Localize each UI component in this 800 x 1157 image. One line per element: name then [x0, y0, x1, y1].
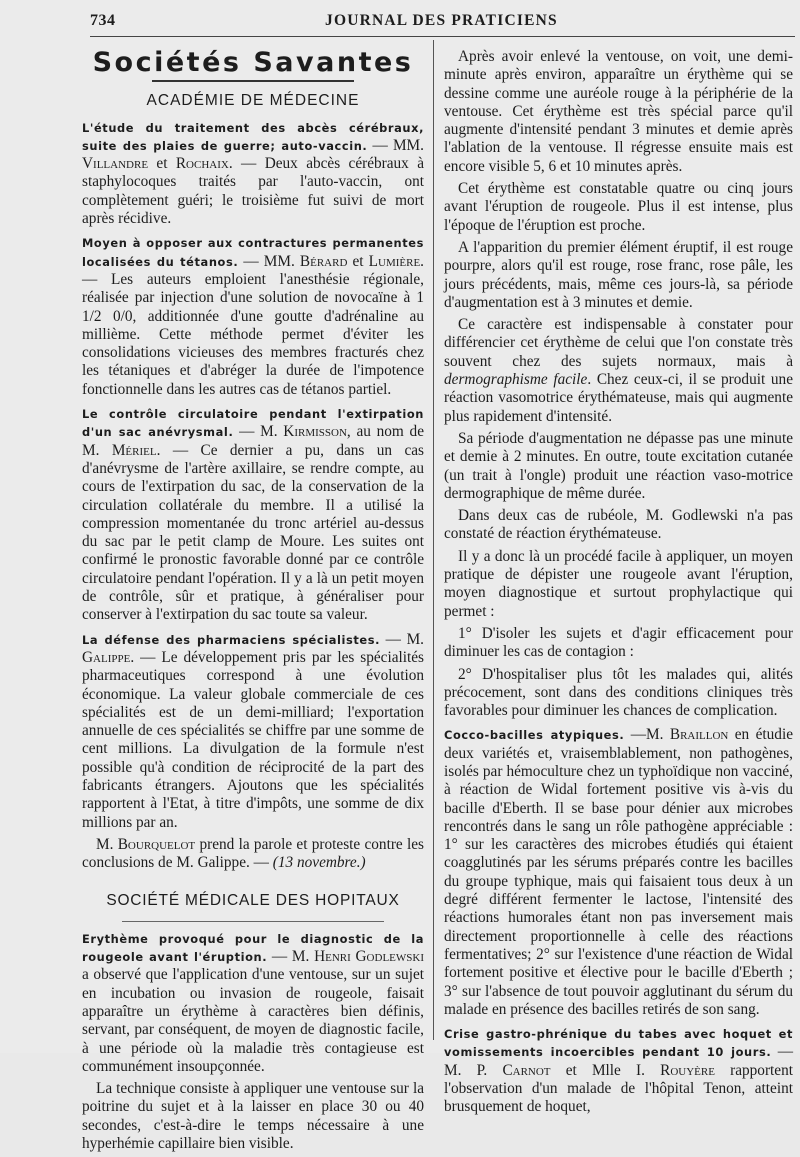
text: . Chez ceux-ci, il se produit une réaction vasomotrice érythémateuse, mais qui augmente plus rapidement d'intensité.: [444, 371, 793, 425]
paragraph: Dans deux cas de rubéole, M. Godlewski n'a pas constaté de réaction érythémateuse.: [444, 507, 793, 543]
paragraph: Après avoir enlevé la ventouse, on voit, une demi-minute après environ, apparaître un érythème qui se dessine comme une auréole rouge à la périphérie de la ventouse. Cet érythème est très spécial parce qu'il augmente d'intensité pendant 3 minutes et demie après l'ablation de la ventouse. Il régresse ensuite mais est encore visible 5, 6 et 10 minutes après.: [444, 48, 793, 175]
author-name: Galippe: [82, 648, 131, 666]
author-name: Lumière: [368, 252, 421, 270]
author-name: Rochaix: [175, 155, 229, 173]
paragraph: [444, 316, 793, 426]
article-pharmaciens: [82, 631, 424, 832]
author-name: Bourquelot: [117, 835, 196, 853]
section-banner: Sociétés Savantes: [92, 47, 414, 78]
paragraph: Cet érythème est constatable quatre ou cinq jours avant l'éruption de rougeole. Plus il est intense, plus l'époque de l'éruption est proche.: [444, 180, 793, 234]
text: — MM.: [367, 136, 424, 154]
article-title: Moyen à opposer aux contractures permanentes localisées du tétanos.: [82, 236, 424, 269]
article-body: en étudie deux variétés et, vraisemblablement, non pathogènes, isolés par hémoculture chez un typhoïdique non vacciné, à réaction de Widal fortement positive vis à-vis du bacille d'Eberth. Il se base pour dénier aux microbes rencontrés dans le sang un rôle pathogène appréciable : 1° sur les caractères des microbes étudiés qui étaient coagglutinés par les sérums préparés contre les bacilles du groupe typhique, mais qui faisaient tous deux à un degré différent fermenter le lactose, l'intensité des réactions humorales étant non pas inversement mais directement proportionnelle à celle des réactions fermentatives; 2° sur l'existence d'une réaction de Widal fortement positive et élective pour le bacille d'Eberth ; 3° sur l'absence de tout pouvoir agglutinant du sérum du malade en présence des bacilles retirés de son sang.: [444, 726, 793, 1018]
article-body: . — Deux abcès cérébraux à staphylocoques traités par l'auto-vaccin, ont complètement guéri; le troisième fut suivi de mort après récidive.: [82, 155, 424, 228]
text: et Mlle I.: [550, 1061, 661, 1079]
author-name: Carnot: [502, 1061, 551, 1079]
left-column: [82, 48, 424, 1157]
text: — M.: [233, 423, 284, 441]
article-abces-cerebraux: [82, 119, 424, 229]
article-title: L'étude du traitement des abcès cérébraux, suite des plaies de guerre; auto-vaccin.: [82, 120, 424, 153]
article-body: prend la parole et proteste contre les conclusions de M. Galippe. —: [82, 835, 424, 872]
author-name: Kirmisson: [283, 423, 347, 441]
text: M.: [96, 835, 118, 853]
author-name: Bérard: [299, 252, 348, 270]
author-name: Mériel: [111, 441, 157, 459]
text: — MM.: [238, 252, 300, 270]
article-body: rapportent l'observation d'un malade de l'hôpital Tenon, atteint brusquement de hoquet,: [444, 1061, 793, 1116]
article-title: Le contrôle circulatoire pendant l'extirpation d'un sac anévrysmal.: [82, 407, 424, 440]
author-name: Villandre: [82, 155, 149, 173]
author-name: Rouyère: [660, 1061, 715, 1079]
paragraph: Il y a donc là un procédé facile à appliquer, un moyen pratique de dépister une rougeole avant l'éruption, moyen diagnostique et surtout prophylactique qui permet :: [444, 547, 793, 620]
article-title: Erythème provoqué pour le diagnostic de la rougeole avant l'éruption.: [82, 931, 424, 965]
academy-heading: ACADÉMIE DE MÉDECINE: [146, 92, 360, 110]
right-column: [444, 48, 793, 1121]
session-date: (13 novembre.): [272, 854, 366, 872]
italic-term: dermographisme facile: [444, 371, 588, 389]
running-head: [90, 12, 790, 36]
journal-title: JOURNAL DES PRATICIENS: [325, 12, 558, 29]
page-number: 734: [90, 12, 116, 29]
author-name: Braillon: [669, 726, 729, 744]
paragraph: La technique consiste à appliquer une ventouse sur la poitrine du sujet et à la laisser en place 30 ou 40 secondes, c'est-à-dire le temps nécessaire à une hyperhémie capillaire bien visible.: [82, 1080, 424, 1153]
article-anevrysme: [82, 405, 424, 625]
society-rule: [122, 921, 384, 922]
list-item: 1° D'isoler les sujets et d'agir efficacement pour diminuer les cas de contagion :: [444, 624, 793, 661]
paragraph: A l'apparition du premier élément éruptif, il est rouge pourpre, alors qu'il est rouge, rose franc, rose pâle, les jours précédents, mais, même ces jours-là, sa période d'augmentation est à 3 minutes et demie.: [444, 238, 793, 311]
text: , au nom de M.: [82, 423, 424, 459]
text: — M. P.: [444, 1043, 793, 1079]
society-heading: SOCIÉTÉ MÉDICALE DES HOPITAUX: [106, 892, 400, 910]
text: — M.: [267, 948, 315, 966]
paragraph: Sa période d'augmentation ne dépasse pas une minute et demie à 2 minutes. En outre, toute excitation cutanée (un trait à l'ongle) produit une réaction vaso-motrice dermographique de même durée.: [444, 429, 793, 502]
article-crise-tabes: [444, 1025, 793, 1116]
article-cocco-bacilles: [444, 726, 793, 1019]
article-body: . — Les auteurs emploient l'anesthésie régionale, réalisée par injection d'une solution de novocaïne à 1 1/2 0/0, additionnée d'une goutte d'adrénaline au millième. Cette méthode permet d'éviter les consolidations vicieuses des membres fracturés chez les tétaniques et d'abréger la durée de l'impotence fonctionnelle dans les autres cas de tétanos partiel.: [82, 252, 424, 398]
author-name: Henri Godlewski: [314, 948, 424, 966]
article-erytheme: [82, 930, 424, 1076]
text: —M.: [624, 726, 670, 744]
article-body: . — Ce dernier a pu, dans un cas d'anévrysme de l'artère axillaire, se rendre compte, au cours de l'extirpation du sac, de la conservation de la circulation collatérale du membre. Il a utilisé la compression momentanée du tronc artériel au-dessus du sac par le petit clamp de Moure. Les suites ont confirmé le pronostic favorable donné par ce contrôle circulatoire pendant l'opération. Il y a là un petit moyen de contrôle, sûr et pratique, à généraliser pour conserver à l'extirpation du sac toute sa valeur.: [82, 441, 424, 624]
banner-rule: [152, 80, 354, 82]
article-body: . — Le développement pris par les spécialités pharmaceutiques correspond à une évolution économique. La valeur globale commerciale de ces spécialités est de un demi-milliard; l'exportation annuelle de ces spécialités se chiffre par une somme de cent millions. La divulgation de la formule n'est possible qu'à condition de réciprocité de la part des fabricants étrangers. Ajoutons que les spécialités rapportent à l'Etat, à titre d'impôts, une somme de dix millions par an.: [82, 648, 424, 831]
article-title: La défense des pharmaciens spécialistes.: [82, 632, 381, 647]
text: et: [347, 252, 369, 270]
column-divider: [433, 40, 434, 1040]
article-title: Crise gastro-phrénique du tabes avec hoquet et vomissements incoercibles pendant 10 jours.: [444, 1027, 793, 1060]
header-rule: [90, 36, 795, 37]
text: — M.: [380, 630, 424, 648]
article-tetanos: [82, 234, 424, 399]
article-body: a observé que l'application d'une ventouse, sur un sujet en incubation ou invasion de rougeole, faisait apparaître un érythème à caractères bien définis, servant, par conséquent, de moyen de diagnostic facile, à une période où la maladie très contagieuse est communément insoupçonnée.: [82, 966, 424, 1075]
article-pharmaciens-reply: [82, 836, 424, 873]
text: et: [148, 155, 176, 173]
list-item: 2° D'hospitaliser plus tôt les malades qui, alités précocement, sont dans des conditions cliniques très favorables pour diminuer les chances de complication.: [444, 665, 793, 720]
article-title: Cocco-bacilles atypiques.: [444, 728, 625, 743]
text: Ce caractère est indispensable à constater pour différencier cet érythème de celui que l'on constate très souvent chez des sujets normaux, mais à: [444, 316, 793, 370]
